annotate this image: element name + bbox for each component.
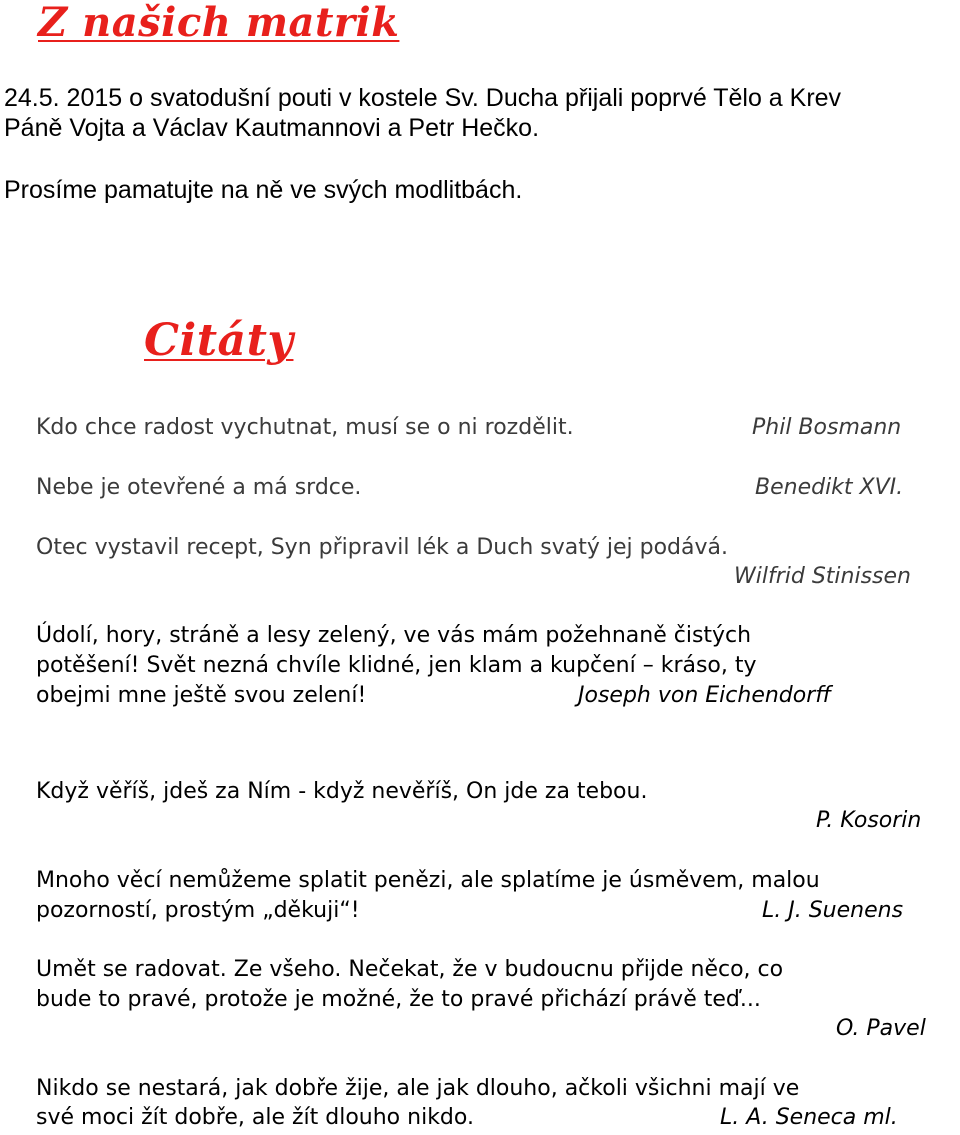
quote-6-author: L. J. Suenens [762, 898, 904, 923]
quote-4-line-3: obejmi mne ještě svou zelení! [36, 683, 367, 708]
quote-5-author: P. Kosorin [816, 808, 922, 833]
quote-4-line-2: potěšení! Svět nezná chvíle klidné, jen klam a kupčení – kráso, ty [36, 653, 757, 678]
citaty-heading: Citáty [144, 315, 294, 366]
quote-6-line-1: Mnoho věcí nemůžeme splatit penězi, ale splatíme je úsměvem, malou [36, 868, 820, 893]
quote-7-line-2: bude to pravé, protože je možné, že to pravé přichází právě teď... [36, 987, 761, 1012]
quote-3-author: Wilfrid Stinissen [734, 564, 911, 589]
quote-2-text: Nebe je otevřené a má srdce. [36, 475, 362, 500]
quote-4-author: Joseph von Eichendorff [578, 683, 832, 708]
quote-5-text: Když věříš, jdeš za Ním - když nevěříš, On jde za tebou. [36, 779, 648, 804]
quote-2-author: Benedikt XVI. [755, 475, 904, 500]
quote-1-author: Phil Bosmann [752, 415, 902, 440]
quote-8-line-2: své moci žít dobře, ale žít dlouho nikdo. [36, 1105, 474, 1130]
quote-8-line-1: Nikdo se nestará, jak dobře žije, ale jak dlouho, ačkoli všichni mají ve [36, 1076, 800, 1101]
quote-8-author: L. A. Seneca ml. [720, 1105, 898, 1130]
quote-1-text: Kdo chce radost vychutnat, musí se o ni rozdělit. [36, 415, 574, 440]
matriky-prayer: Prosíme pamatujte na ně ve svých modlitbách. [4, 176, 523, 204]
matriky-heading: Z našich matrik [38, 0, 400, 46]
quote-7-author: O. Pavel [836, 1016, 926, 1041]
matriky-line-1: 24.5. 2015 o svatodušní pouti v kostele Sv. Ducha přijali poprvé Tělo a Krev [4, 84, 842, 112]
quote-3-text: Otec vystavil recept, Syn připravil lék a Duch svatý jej podává. [36, 535, 728, 560]
quote-7-line-1: Umět se radovat. Ze všeho. Nečekat, že v budoucnu přijde něco, co [36, 957, 784, 982]
quote-4-line-1: Údolí, hory, stráně a lesy zelený, ve vás mám požehnaně čistých [36, 623, 752, 648]
quote-6-line-2: pozorností, prostým „děkuji“! [36, 898, 360, 923]
matriky-line-2: Páně Vojta a Václav Kautmannovi a Petr Hečko. [4, 114, 540, 142]
